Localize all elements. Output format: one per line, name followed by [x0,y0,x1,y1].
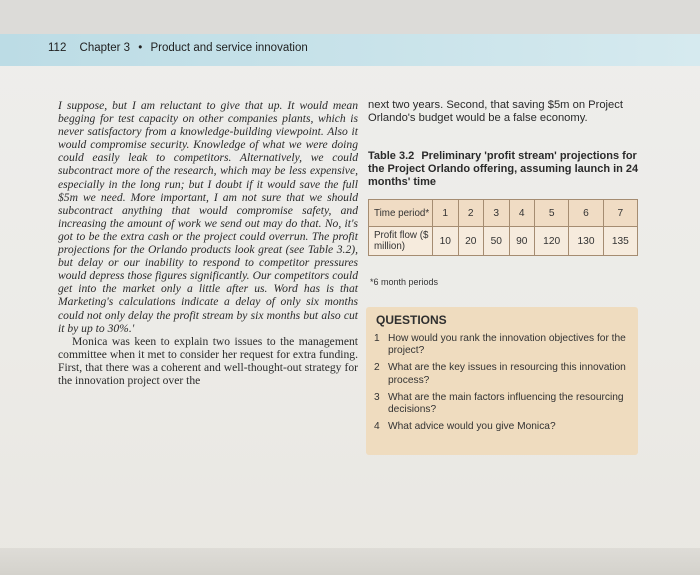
profit-stream-table [368,199,638,256]
chapter-label: Chapter 3 [79,42,131,54]
chapter-title: Product and service innovation [150,42,308,54]
questions-box [366,307,638,455]
question-number: 2 [374,362,380,374]
table-row [369,227,638,256]
page-bottom-edge [0,548,700,575]
question-item [374,392,632,416]
question-text: What advice would you give Monica? [388,421,556,433]
table-cell: 120 [535,227,569,256]
page-number: 112 [48,42,67,54]
question-text: What are the main factors influencing the resourcing decisions? [388,391,624,416]
row-header-time-period: Time period* [369,200,433,227]
table-row [369,200,638,227]
question-item [374,333,632,357]
running-header [48,42,308,54]
table-cell: 7 [603,200,637,227]
question-item [374,421,632,433]
table-cell: 50 [484,227,510,256]
question-text: How would you rank the innovation objectives for the project? [388,333,626,357]
table-cell: 135 [603,227,637,256]
row-header-profit-flow: Profit flow ($ million) [369,227,433,256]
body-paragraph: Monica was keen to explain two issues to the management committee when it met to consider her request for extra funding. First, that there was a coherent and well-thought-out strategy for the innovation project over the [58,334,358,387]
header-separator: • [138,42,143,54]
table-cell: 130 [569,227,603,256]
question-number: 1 [374,333,380,344]
question-item [374,362,632,386]
table-cell: 10 [433,227,459,256]
table-caption [368,150,648,188]
table-cell: 5 [535,200,569,227]
table-cell: 3 [484,200,510,227]
table-cell: 1 [433,200,459,227]
table-footnote: *6 month periods [370,277,439,287]
continuation-paragraph: next two years. Second, that saving $5m on Project Orlando's budget would be a false economy. [368,99,623,125]
right-column [368,99,653,125]
question-number: 4 [374,421,380,433]
table-number: Table 3.2 [368,150,415,162]
quote-paragraph: I suppose, but I am reluctant to give that up. It would mean begging for test capacity on other companies plants, which is never satisfactory from a knowledge-building viewpoint. Also it would compromise security. Knowledge of what we were doing could easily leak to competitors. Alternatively, we could subcontract more of the research, which may be less expensive, especially in the long run; but I doubt if it would save the full $5m we need. More important, I am not sure that we should subcontract anything that would compromise safety, and increasing the amount of work we send out may do that. No, it's got to be the extra cash or the project could overrun. The profit projections for the Orlando products look great (see Table 3.2), but delay or our inability to respond to competitor pressures would depress those figures significantly. Our competitors could get into the market only a little after us. Word has is that Marketing's calculations indicate a delay of only six months could not only delay the profit stream by six months but also cut it by up to 30%.' [58,99,358,335]
table-cell: 2 [458,200,484,227]
page-top-margin [0,0,700,34]
questions-list [374,333,632,438]
table-caption-text: Preliminary 'profit stream' projections for the Project Orlando offering, assuming launch in 24 months' time [368,150,639,188]
questions-title: QUESTIONS [376,313,447,327]
table-cell: 20 [458,227,484,256]
question-text: What are the key issues in resourcing this innovation process? [388,362,626,386]
left-column [58,99,358,387]
table-cell: 90 [509,227,535,256]
table-cell: 4 [509,200,535,227]
table-cell: 6 [569,200,603,227]
question-number: 3 [374,391,380,403]
